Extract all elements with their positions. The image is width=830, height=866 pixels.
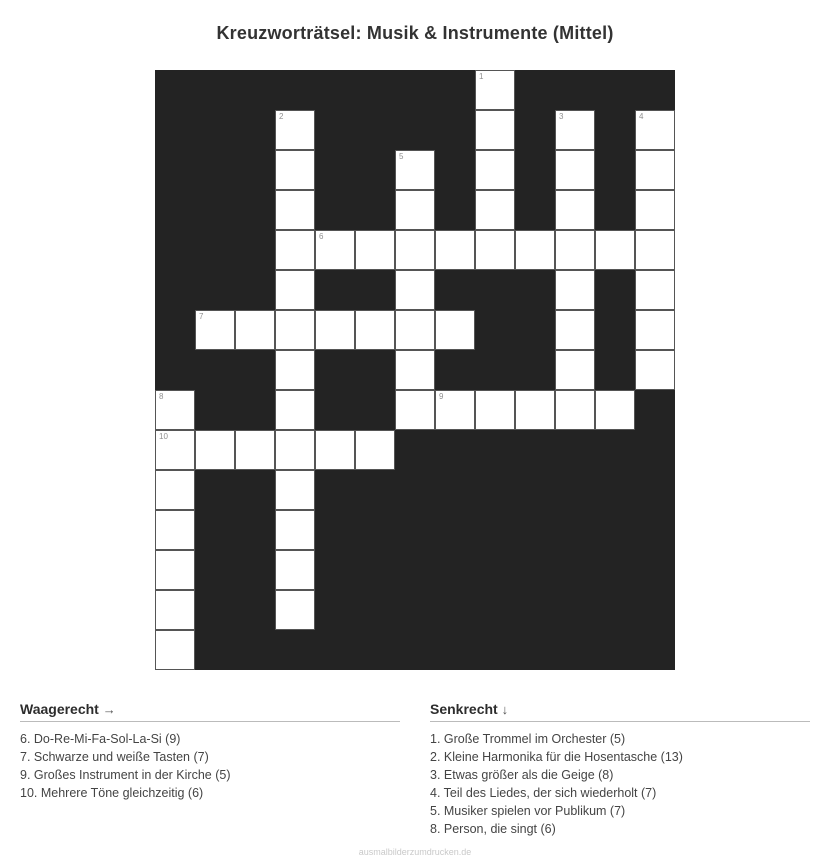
across-clues-column	[20, 701, 400, 838]
down-clue: 5. Musiker spielen vor Publikum (7)	[430, 804, 626, 818]
grid-cell	[275, 190, 315, 230]
down-heading-label: Senkrecht	[430, 701, 498, 717]
grid-cell	[475, 150, 515, 190]
grid-cell	[555, 350, 595, 390]
across-clue: 7. Schwarze und weiße Tasten (7)	[20, 750, 209, 764]
grid-cell	[235, 430, 275, 470]
grid-cell	[315, 430, 355, 470]
grid-cell	[275, 430, 315, 470]
grid-cell	[355, 430, 395, 470]
grid-cell	[275, 470, 315, 510]
grid-cell	[395, 230, 435, 270]
grid-cell	[635, 350, 675, 390]
clue-number: 6	[319, 232, 324, 241]
grid-cell-7	[195, 310, 235, 350]
grid-cell	[395, 350, 435, 390]
grid-cell-1	[475, 70, 515, 110]
across-clue: 10. Mehrere Töne gleichzeitig (6)	[20, 786, 204, 800]
across-clue-list	[20, 730, 400, 802]
grid-cell	[635, 270, 675, 310]
right-arrow-icon: →	[102, 702, 116, 717]
clue-number: 9	[439, 392, 444, 401]
grid-cell	[555, 190, 595, 230]
page-title: Kreuzworträtsel: Musik & Instrumente (Mittel)	[216, 23, 614, 43]
grid-cell	[195, 430, 235, 470]
grid-cell	[275, 150, 315, 190]
grid-cell	[275, 550, 315, 590]
down-clue: 8. Person, die singt (6)	[430, 822, 556, 836]
clue-number: 3	[559, 112, 564, 121]
grid-cell	[435, 230, 475, 270]
grid-cell-3	[555, 110, 595, 150]
grid-cell	[155, 550, 195, 590]
grid-cell	[635, 190, 675, 230]
grid-cell-5	[395, 150, 435, 190]
clue-number: 7	[199, 312, 204, 321]
grid-cell	[475, 110, 515, 150]
clue-number: 4	[639, 112, 644, 121]
clue-number: 8	[159, 392, 164, 401]
across-clue: 6. Do-Re-Mi-Fa-Sol-La-Si (9)	[20, 732, 181, 746]
grid-cell	[235, 310, 275, 350]
grid-cell	[475, 190, 515, 230]
grid-cell-8	[155, 390, 195, 430]
grid-cell	[355, 310, 395, 350]
crossword-grid	[155, 70, 675, 670]
grid-cell	[275, 390, 315, 430]
down-clue: 3. Etwas größer als die Geige (8)	[430, 768, 614, 782]
grid-cell-4	[635, 110, 675, 150]
down-clue-list	[430, 730, 810, 838]
clues-section	[20, 701, 810, 838]
across-heading	[20, 701, 400, 722]
clue-number: 1	[479, 72, 484, 81]
grid-cell	[635, 150, 675, 190]
down-clue: 4. Teil des Liedes, der sich wiederholt (7)	[430, 786, 657, 800]
grid-cell	[155, 470, 195, 510]
grid-cell	[155, 630, 195, 670]
grid-cell	[475, 230, 515, 270]
grid-cell	[275, 350, 315, 390]
grid-cell	[475, 390, 515, 430]
grid-cell	[395, 190, 435, 230]
grid-cell	[275, 310, 315, 350]
grid-cell	[595, 390, 635, 430]
grid-cell	[555, 390, 595, 430]
grid-cell	[515, 390, 555, 430]
across-clue: 9. Großes Instrument in der Kirche (5)	[20, 768, 231, 782]
grid-cell	[395, 390, 435, 430]
down-clue: 2. Kleine Harmonika für die Hosentasche (13)	[430, 750, 683, 764]
grid-cell	[555, 270, 595, 310]
grid-cell	[555, 230, 595, 270]
grid-cell	[155, 510, 195, 550]
grid-cell	[515, 230, 555, 270]
grid-cell-2	[275, 110, 315, 150]
grid-cell	[315, 310, 355, 350]
grid-cell	[635, 230, 675, 270]
grid-cell	[635, 310, 675, 350]
grid-cell	[275, 230, 315, 270]
grid-cell	[555, 150, 595, 190]
grid-cell-6	[315, 230, 355, 270]
down-heading	[430, 701, 810, 722]
grid-cell	[275, 510, 315, 550]
grid-cell	[275, 270, 315, 310]
down-clue: 1. Große Trommel im Orchester (5)	[430, 732, 626, 746]
grid-cell	[435, 310, 475, 350]
footer-watermark: ausmalbilderzumdrucken.de	[358, 847, 472, 857]
grid-cell	[275, 590, 315, 630]
grid-cell	[155, 590, 195, 630]
grid-cell	[595, 230, 635, 270]
clue-number: 10	[159, 432, 168, 441]
grid-cell-9	[435, 390, 475, 430]
grid-cell-10	[155, 430, 195, 470]
across-heading-label: Waagerecht	[20, 701, 99, 717]
grid-cell	[395, 310, 435, 350]
clue-number: 2	[279, 112, 284, 121]
grid-cell	[555, 310, 595, 350]
down-clues-column	[430, 701, 810, 838]
grid-cell	[395, 270, 435, 310]
down-arrow-icon: ↓	[501, 702, 509, 717]
clue-number: 5	[399, 152, 404, 161]
grid-cell	[355, 230, 395, 270]
